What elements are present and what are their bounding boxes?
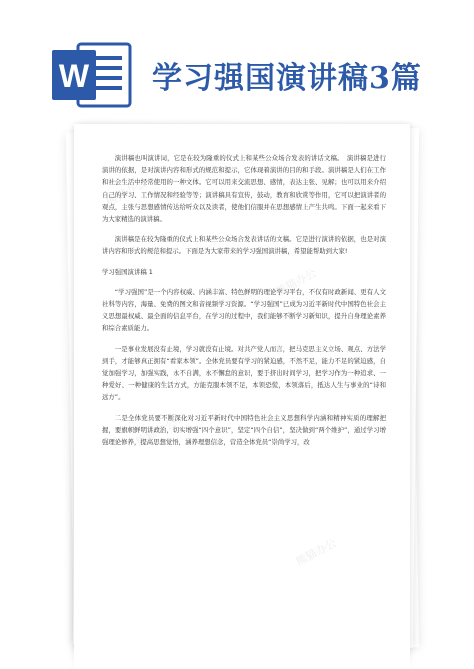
intro-paragraph: 演讲稿是在较为隆重的仪式上和某些公众场合发表讲话的文稿。它是进行演讲的依据，也是对演讲内容和形式的规范和提示。下面是为大家带来的学习强国演讲稿，希望能帮助到大家! [102,235,386,256]
svg-text:W: W [58,58,90,94]
watermark: 熊猫办公 [103,176,149,209]
body-paragraph: “学习强国”是一个内容权威、内涵丰富、特色鲜明的理论学习平台，不仅有时政新闻、更有人文社科等内容，海量、免费的图文和音视频学习资源。“学习强国”已成为习近平新时代中国特色社会主义思想最权威、最全面的信息平台，在学习的过程中，我们能够不断学习新知识，提升自身理论素养和综合素质能力。 [102,287,386,333]
watermark: 熊猫办公 [133,416,179,449]
bottom-fade [0,639,474,669]
section-heading: 学习强国演讲稿 1 [102,267,153,276]
document-body [102,152,386,456]
body-paragraph: 二是全体党员要不断深化对习近平新时代中国特色社会主义思想科学内涵和精神实质的理解把握，要旗帜鲜明讲政治，切实增强“四个意识”，坚定“四个自信”，坚决做到“两个维护”，通过学习增强理论修养，提高思想觉悟，涵养理想信念，营造全体党员“崇尚学习，改 [102,413,386,447]
watermark: 熊猫办公 [273,266,319,299]
word-document-icon [50,40,134,110]
body-paragraph: 一是事业发展没有止境，学习就没有止境。对共产党人而言，把马克思主义立场、观点、方法学到手，才能够真正拥有“看家本领”。全体党员要有学习的紧迫感，不然不足，能力不足的紧迫感，自觉加强学习，加强实践，永不自满，永不懈怠的意识，要于挤出时间学习，把学习作为一种追求、一种爱好、一种健康的生活方式，方能克服本领不足，本领恐慌，本领落后，抵达人生与事业的“诗和远方”。 [102,344,386,402]
watermark: 熊猫办公 [293,536,339,569]
document-page [74,124,410,669]
page-title: 学习强国演讲稿3篇 [152,61,422,96]
intro-paragraph: 演讲稿也叫演讲词，它是在较为隆重的仪式上和某些公众场合发表的讲话文稿。 演讲稿是进行演讲的依据，是对演讲内容和形式的规范和提示，它体现着演讲的目的和手段。演讲稿是人们在工作和社会生活中经常使用的一种文体。它可以用来交流思想、感情，表达主张、见解；也可以用来介绍自己的学习、工作情况和经验等等；演讲稿具有宣传，鼓动，教育和欣赏等作用，它可以把演讲者的观点，主张与思想感情传达给听众以及读者，使他们信服并在思想感情上产生共鸣。下面一起来看下为大家精选的演讲稿。 [102,154,386,224]
